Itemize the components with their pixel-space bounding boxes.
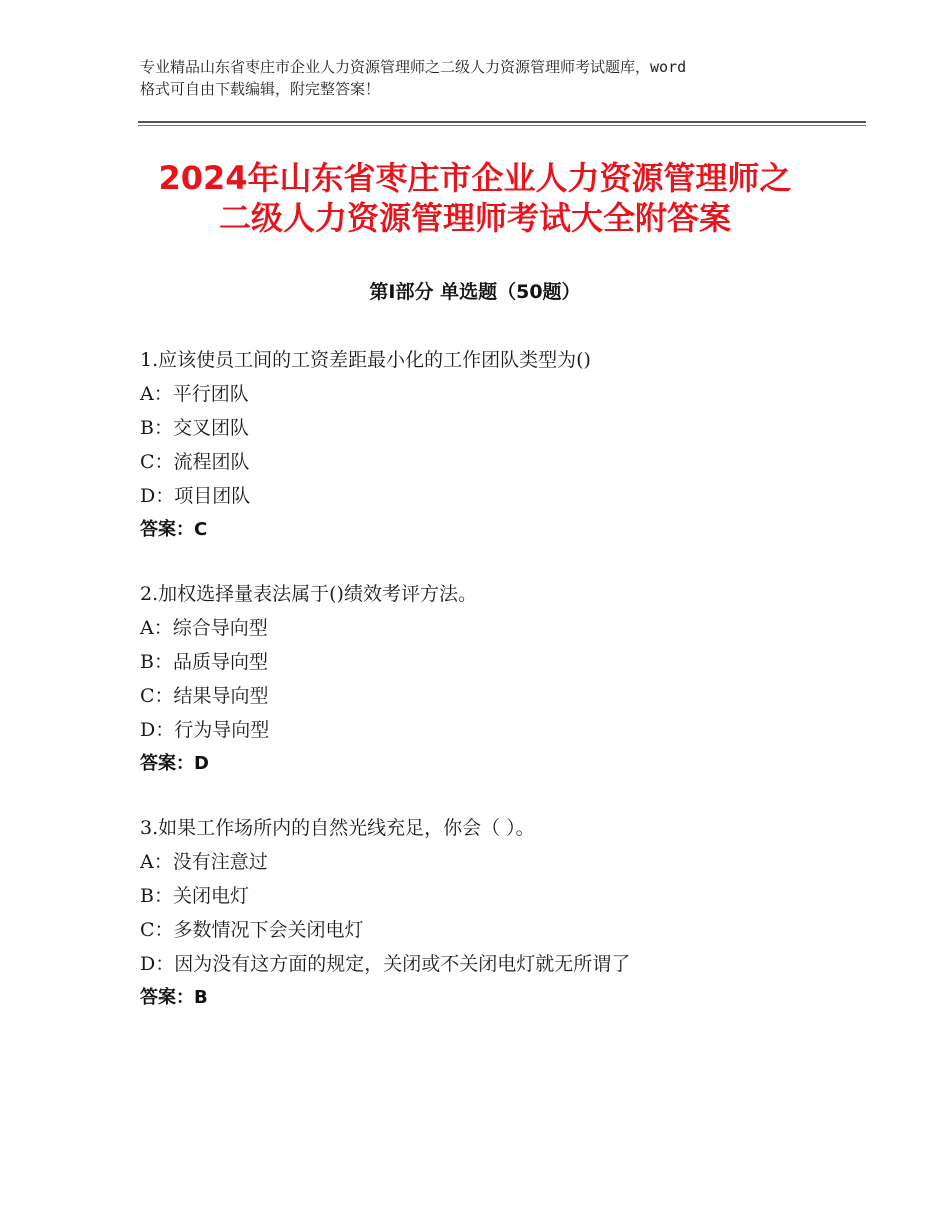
question-stem: 1.应该使员工间的工资差距最小化的工作团队类型为(): [140, 349, 591, 371]
document-title: [100, 158, 850, 238]
header-divider-thin: [138, 125, 866, 126]
option-a: A：平行团队: [140, 383, 249, 405]
option-b: B：品质导向型: [140, 651, 268, 673]
header-note-line-2: 格式可自由下载编辑，附完整答案！: [140, 80, 381, 98]
option-d: D：行为导向型: [140, 719, 270, 741]
answer-label: 答案：C: [140, 519, 208, 540]
header-note-line-1: 专业精品山东省枣庄市企业人力资源管理师之二级人力资源管理师考试题库，word: [140, 58, 687, 76]
option-c: C：多数情况下会关闭电灯: [140, 919, 364, 941]
header-divider-thick: [138, 121, 866, 123]
question-2: [140, 577, 860, 781]
option-a: A：没有注意过: [140, 851, 268, 873]
option-d: D：项目团队: [140, 485, 251, 507]
question-stem: 3.如果工作场所内的自然光线充足，你会（ ）。: [140, 817, 535, 839]
document-title-line-2: 二级人力资源管理师考试大全附答案: [218, 199, 731, 237]
option-b: B：交叉团队: [140, 417, 249, 439]
answer-label: 答案：D: [140, 753, 209, 774]
option-b: B：关闭电灯: [140, 885, 249, 907]
answer-label: 答案：B: [140, 987, 208, 1008]
header-divider: [138, 121, 866, 127]
question-list: [140, 343, 860, 1045]
section-heading: 第Ⅰ部分 单选题（50题）: [369, 281, 581, 303]
option-d: D：因为没有这方面的规定，关闭或不关闭电灯就无所谓了: [140, 953, 631, 975]
header-note: [140, 56, 830, 100]
question-3: [140, 811, 860, 1015]
option-c: C：流程团队: [140, 451, 250, 473]
document-title-line-1: 2024年山东省枣庄市企业人力资源管理师之: [158, 159, 792, 197]
option-a: A：综合导向型: [140, 617, 268, 639]
question-1: [140, 343, 860, 547]
option-c: C：结果导向型: [140, 685, 269, 707]
question-stem: 2.加权选择量表法属于()绩效考评方法。: [140, 583, 477, 605]
